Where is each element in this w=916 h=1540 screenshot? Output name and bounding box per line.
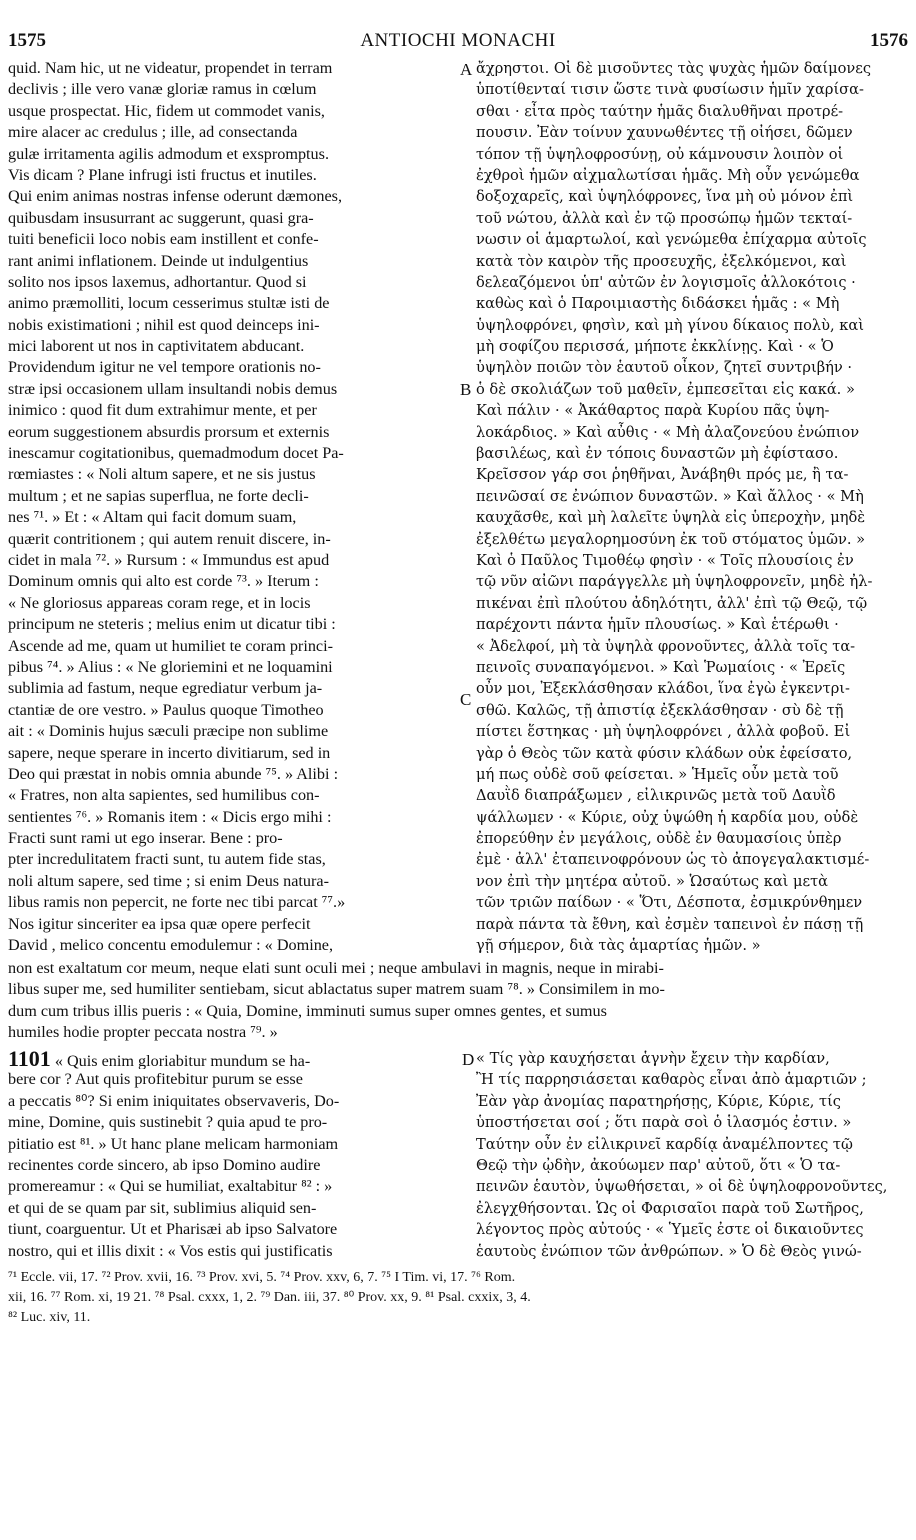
latin-line: solito nos ipsos laxemus, adhortantur. Quod si bbox=[8, 272, 307, 291]
greek-line: μή πως οὐδὲ σοῦ φείσεται. » Ἡμεῖς οὖν μετὰ τοῦ bbox=[476, 765, 839, 783]
greek-line: ἐμὲ · ἀλλ' ἐταπεινοφρόνουν ὡς τὸ ἀπογεγαλακτισμέ- bbox=[476, 851, 870, 869]
greek-line: καθὼς καὶ ὁ Παροιμιαστὴς διδάσκει ἡμᾶς : « Μὴ bbox=[476, 295, 840, 313]
greek-line: Καὶ ὁ Παῦλος Τιμοθέῳ φησὶν · « Τοῖς πλουσίοις ἐν bbox=[476, 551, 854, 569]
latin-line: declivis ; ille vero vanæ gloriæ ramus in cœlum bbox=[8, 80, 317, 99]
latin-line: Deo qui præstat in nobis omnia abunde ⁷⁵. » Alibi : bbox=[8, 764, 339, 783]
latin-column-bottom bbox=[8, 1048, 458, 1262]
latin-bottom-line: recinentes corde sincero, ab ipso Domino audire bbox=[8, 1155, 321, 1174]
greek-line: κατὰ τὸν καιρὸν τῆς προσευχῆς, ἐξελκόμενοι, καὶ bbox=[476, 252, 847, 270]
greek-line: πεινῶσαί σε ἐνώπιον δυναστῶν. » Καὶ ἄλλος · « Μὴ bbox=[476, 487, 864, 505]
latin-line: quærit contritionem ; qui autem renuit discere, in- bbox=[8, 529, 331, 548]
greek-line: πεινοῖς συναπαγόμενοι. » Καὶ Ῥωμαίοις · « Ἐρεῖς bbox=[476, 658, 846, 676]
greek-bottom-line: λέγοντος πρὸς αὐτούς · « Ὑμεῖς ἐστε οἱ δικαιοῦντες bbox=[476, 1221, 864, 1239]
latin-line: multum ; et ne sapias superflua, ne forte decli- bbox=[8, 486, 309, 505]
greek-line: « Ἀδελφοί, μὴ τὰ ὑψηλὰ φρονοῦντες, ἀλλὰ τοῖς τα- bbox=[476, 637, 856, 655]
latin-line: nobis existimationi ; nihil est quod deinceps ini- bbox=[8, 315, 320, 334]
footnote-line: ⁷¹ Eccle. vii, 17. ⁷² Prov. xvii, 16. ⁷³ Prov. xvi, 5. ⁷⁴ Prov. xxv, 6, 7. ⁷⁵ I Tim. vi, 17. ⁷⁶ Rom. bbox=[8, 1270, 516, 1285]
latin-line: ctantiæ de ore vestro. » Paulus quoque Timotheo bbox=[8, 700, 324, 719]
latin-line: cidet in mala ⁷². » Rursum : « Immundus est apud bbox=[8, 550, 330, 569]
latin-line: ait : « Dominis hujus sæculi præcipe non sublime bbox=[8, 722, 329, 741]
full-width-text bbox=[8, 958, 908, 1044]
running-title: ANTIOCHI MONACHI bbox=[360, 30, 556, 51]
greek-line: λοκάρδιος. » Καὶ αὖθις · « Μὴ ἀλαζονεύου ἐνώπιον bbox=[476, 423, 860, 441]
left-column-number: 1575 bbox=[8, 30, 46, 51]
greek-bottom-line: Ἢ τίς παρρησιάσεται καθαρὸς εἶναι ἀπὸ ἁμαρτιῶν ; bbox=[476, 1071, 867, 1089]
greek-line: καυχᾶσθε, καὶ μὴ λαλεῖτε ὑψηλὰ εἰς ὑπεροχὴν, μηδὲ bbox=[476, 509, 866, 527]
latin-line: quibusdam insusurrant ac suggerunt, quasi gra- bbox=[8, 208, 314, 227]
greek-line: βασιλέως, καὶ ἐν τόποις δυναστῶν μὴ ἐφίστασο. bbox=[476, 445, 839, 463]
greek-line: παρὰ πάντα τὰ ἔθνη, καὶ ἐσμὲν ταπεινοὶ ἐν πάσῃ τῇ bbox=[476, 915, 864, 933]
latin-bottom-line: « Quis enim gloriabitur mundum se ha- bbox=[54, 1052, 311, 1070]
latin-line: inescamur cogitationibus, quemadmodum docet Pa- bbox=[8, 444, 344, 463]
greek-line: νον ἐπὶ τὴν μητέρα αὐτοῦ. » Ὡσαύτως καὶ μετὰ bbox=[476, 872, 829, 890]
latin-line: Nos igitur sinceriter ea ipsa quæ opere perfecit bbox=[8, 914, 311, 933]
latin-line: inimico : quod fit dum extrahimur mente, et per bbox=[8, 401, 317, 420]
full-width-line: libus super me, sed humiliter sentiebam, sicut ablactatus super matrem suam ⁷⁸. » Consimilem in mo- bbox=[8, 980, 665, 999]
greek-line: νωσιν οἱ ἁμαρτωλοί, καὶ γενώμεθα ἐπίχαρμα αὐτοῖς bbox=[476, 231, 867, 249]
greek-line: ἐξελθέτω μεγαλορημοσύνη ἐκ τοῦ στόματος ὑμῶν. » bbox=[476, 530, 866, 548]
full-width-line: non est exaltatum cor meum, neque elati sunt oculi mei ; neque ambulavi in magnis, neque in mirabi- bbox=[8, 959, 664, 977]
latin-line: rant animi inflationem. Deinde ut indulgentius bbox=[8, 251, 309, 270]
latin-bottom-line: pitiatio est ⁸¹. » Ut hanc plane melicam harmoniam bbox=[8, 1134, 339, 1153]
latin-bottom-line: tiunt, coarguentur. Ut et Pharisæi ab ipso Salvatore bbox=[8, 1220, 338, 1239]
latin-line: quid. Nam hic, ut ne videatur, propendet in terram bbox=[8, 59, 333, 77]
greek-line: ὑποτίθενταί τισιν ὥστε τινὰ φυσίωσιν ἡμῖν χαρίσα- bbox=[476, 81, 864, 99]
marker-a: A bbox=[460, 60, 473, 79]
latin-bottom-line: nostro, qui et illis dixit : « Vos estis qui justificatis bbox=[8, 1241, 333, 1260]
latin-line: David , melico concentu emodulemur : « Domine, bbox=[8, 936, 334, 955]
latin-line: sapere, neque sperare in incerto divitiarum, sed in bbox=[8, 743, 331, 762]
greek-line: τοῦ νώτου, ἀλλὰ καὶ ἐν τῷ προσώπῳ ἡμῶν τεκταί- bbox=[476, 209, 853, 227]
greek-bottom-line: πεινῶν ἑαυτὸν, ὑψωθήσεται, » οἱ δὲ ὑψηλοφρονοῦντες, bbox=[476, 1178, 888, 1196]
latin-line: noli altum sapere, sed time ; si enim Deus natura- bbox=[8, 871, 329, 890]
latin-line: principum ne steteris ; melius enim ut dicatur tibi : bbox=[8, 615, 336, 634]
greek-line: μὴ σοφίζου περισσά, μήποτε ἐκκλίνῃς. Καὶ · « Ὁ bbox=[476, 338, 834, 356]
latin-line: sublimia ad fastum, neque egrediatur verbum ja- bbox=[8, 679, 323, 698]
latin-bottom-first-line bbox=[8, 1048, 458, 1069]
greek-line: Δαυῒδ διαπράξωμεν , εἰλικρινῶς μετὰ τοῦ Δαυῒδ bbox=[476, 787, 836, 805]
latin-bottom-line: mine, Domine, quis sustinebit ? quia apud te pro- bbox=[8, 1113, 328, 1132]
greek-line: ὑψηλὸν ποιῶν τὸν ἑαυτοῦ οἶκον, ζητεῖ συντριβήν · bbox=[476, 359, 853, 377]
latin-line: pter incredulitatem fracti sunt, tu autem fide stas, bbox=[8, 850, 326, 869]
latin-line: usque prospectat. Hic, fidem ut commodet vanis, bbox=[8, 101, 325, 120]
latin-bottom-line: promereamur : « Qui se humiliat, exaltabitur ⁸² : » bbox=[8, 1177, 333, 1196]
latin-line: « Ne gloriosus appareas coram rege, et in locis bbox=[8, 593, 311, 612]
latin-column-top bbox=[8, 58, 458, 956]
latin-line: Ascende ad me, quam ut humiliet te coram princi- bbox=[8, 636, 333, 655]
right-column-number: 1576 bbox=[870, 30, 908, 51]
latin-line: mire alacer ac credulus ; ille, ad consectanda bbox=[8, 123, 298, 142]
greek-line: οὖν μοι, Ἐξεκλάσθησαν κλάδοι, ἵνα ἐγὼ ἐγκεντρι- bbox=[476, 680, 850, 698]
latin-line: gulæ irritamenta agilis admodum et exspromptus. bbox=[8, 144, 329, 163]
latin-line: « Fratres, non alta sapientes, sed humilibus con- bbox=[8, 786, 320, 805]
greek-line: γὰρ ὁ Θεὸς τῶν κατὰ φύσιν κλάδων οὐκ ἐφείσατο, bbox=[476, 744, 853, 762]
latin-line: Vis dicam ? Plane infrugi isti fructus et inutiles. bbox=[8, 165, 317, 184]
latin-bottom-line: bere cor ? Aut quis profitebitur purum se esse bbox=[8, 1070, 303, 1089]
greek-line: πουσιν. Ἐὰν τοίνυν χαυνωθέντες τῇ οἰήσει, δῶμεν bbox=[476, 124, 853, 142]
greek-line: παρέχοντι πάντα ἡμῖν πλουσίως. » Καὶ ἑτέρωθι · bbox=[476, 616, 839, 634]
greek-bottom-line: « Τίς γὰρ καυχήσεται ἁγνὴν ἔχειν τὴν καρδίαν, bbox=[476, 1050, 830, 1067]
marker-c: C bbox=[460, 690, 472, 709]
greek-line: πικέναι ἐπὶ πλούτου ἀδηλότητι, ἀλλ' ἐπὶ τῷ Θεῷ, τῷ bbox=[476, 594, 868, 612]
greek-line: ἄχρηστοι. Οἱ δὲ μισοῦντες τὰς ψυχὰς ἡμῶν δαίμονες bbox=[476, 60, 872, 77]
greek-bottom-line: ὑποστήσεται σοί ; ὅτι παρὰ σοὶ ὁ ἱλασμός ἐστιν. » bbox=[476, 1114, 852, 1132]
greek-line: ὑψηλοφρόνει, φησὶν, καὶ μὴ γίνου δίκαιος πολὺ, καὶ bbox=[476, 316, 865, 334]
full-width-line: humiles hodie propter peccata nostra ⁷⁹. » bbox=[8, 1023, 278, 1042]
greek-line: σθαι · εἶτα πρὸς ταύτην ἡμᾶς διαλυθῆναι προτρέ- bbox=[476, 102, 844, 120]
latin-line: sentientes ⁷⁶. » Romanis item : « Dicis ergo mihi : bbox=[8, 807, 332, 826]
latin-line: nes ⁷¹. » Et : « Altam qui facit domum suam, bbox=[8, 508, 297, 527]
greek-line: τῶν τριῶν παίδων · « Ὅτι, Δέσποτα, ἐσμικρύνθημεν bbox=[476, 894, 863, 912]
latin-line: mici laborent ut nos in captivitatem abducant. bbox=[8, 337, 305, 356]
latin-line: stræ ipsi occasionem ullam insultandi nobis demus bbox=[8, 379, 338, 398]
greek-line: Κρεῖσσον γάρ σοι ῥηθῆναι, Ἀνάβηθι πρός με, ἢ τα- bbox=[476, 466, 849, 484]
greek-bottom-line: Θεῷ τὴν ᾠδὴν, ἀκούωμεν παρ' αὐτοῦ, ὅτι « Ὁ τα- bbox=[476, 1156, 841, 1174]
latin-line: Dominum omnis qui alto est corde ⁷³. » Iterum : bbox=[8, 572, 319, 591]
greek-bottom-line: Ταύτην οὖν ἐν εἰλικρινεῖ καρδίᾳ ἀναμέλποντες τῷ bbox=[476, 1135, 853, 1153]
greek-line: δοξοχαρεῖς, καὶ ὑψηλόφρονες, ἵνα μὴ οὐ μόνον ἐπὶ bbox=[476, 188, 854, 206]
greek-column-bottom bbox=[476, 1048, 908, 1262]
greek-bottom-line: Ἐὰν γὰρ ἀνομίας παρατηρήσῃς, Κύριε, Κύριε, τίς bbox=[476, 1092, 841, 1110]
latin-line: eorum suggestionem absurdis prorsum et externis bbox=[8, 422, 330, 441]
greek-line: τόπον τῇ ὑψηλοφροσύνῃ, οὐ κάμνουσιν λοιπὸν οἱ bbox=[476, 145, 844, 163]
latin-bottom-line: a peccatis ⁸⁰? Si enim iniquitates observaveris, Do- bbox=[8, 1091, 340, 1110]
greek-line: ὁ δὲ σκολιάζων τοῦ μαθεῖν, ἐμπεσεῖται εἰς κακά. » bbox=[476, 380, 855, 398]
greek-line: τῷ νῦν αἰῶνι παράγγελλε μὴ ὑψηλοφρονεῖν, μηδὲ ἠλ- bbox=[476, 573, 873, 591]
marker-b: B bbox=[460, 380, 472, 399]
section-number: 1101 bbox=[8, 1048, 51, 1070]
greek-line: σθῶ. Καλῶς, τῇ ἀπιστίᾳ ἐξεκλάσθησαν · σὺ δὲ τῇ bbox=[476, 701, 844, 719]
latin-line: pibus ⁷⁴. » Alius : « Ne gloriemini et ne loquamini bbox=[8, 657, 333, 676]
latin-line: animo præmolliti, locum cesserimus stultæ isti de bbox=[8, 294, 330, 313]
latin-line: libus ramis non pepercit, ne forte nec tibi parcat ⁷⁷.» bbox=[8, 893, 346, 912]
footnotes bbox=[8, 1268, 908, 1328]
marker-d: D bbox=[462, 1050, 475, 1069]
greek-line: δελεαζόμενοι ὑπ' αὐτῶν ἐν λογισμοῖς ἀλλοκότοις · bbox=[476, 273, 856, 291]
greek-bottom-line: ἐλεγχθήσονται. Ὡς οἱ Φαρισαῖοι παρὰ τοῦ Σωτῆρος, bbox=[476, 1199, 864, 1217]
greek-line: Καὶ πάλιν · « Ἀκάθαρτος παρὰ Κυρίου πᾶς ὑψη- bbox=[476, 402, 830, 420]
latin-line: tuiti beneficii loco nobis eam instillent et confe- bbox=[8, 230, 319, 249]
latin-bottom-line: et qui de se quam par sit, sublimius aliquid sen- bbox=[8, 1198, 317, 1217]
latin-line: Fracti sunt rami ut ego inserar. Bene : pro- bbox=[8, 829, 283, 848]
greek-column-top bbox=[476, 58, 908, 956]
greek-line: ψάλλωμεν · « Κύριε, οὐχ ὑψώθη ἡ καρδία μου, οὐδὲ bbox=[476, 808, 859, 826]
greek-bottom-line: ἑαυτοὺς ἐνώπιον τῶν ἀνθρώπων. » Ὁ δὲ Θεὸς γινώ- bbox=[476, 1242, 862, 1260]
greek-line: γῇ σήμερον, διὰ τὰς ἁμαρτίας ἡμῶν. » bbox=[476, 937, 761, 955]
greek-line: πίστει ἕστηκας · μὴ ὑψηλοφρόνει , ἀλλὰ φοβοῦ. Εἰ bbox=[476, 723, 851, 741]
greek-line: ἐχθροὶ ἡμῶν αἰχμαλωτίσαι ἡμᾶς. Μὴ οὖν γενώμεθα bbox=[476, 166, 860, 184]
running-header bbox=[8, 30, 908, 56]
latin-line: rœmiastes : « Noli altum sapere, et ne sis justus bbox=[8, 465, 316, 484]
page bbox=[8, 30, 908, 1530]
latin-line: Qui enim animas nostras infense oderunt dæmones, bbox=[8, 187, 343, 206]
footnote-line: ⁸² Luc. xiv, 11. bbox=[8, 1310, 91, 1325]
footnote-line: xii, 16. ⁷⁷ Rom. xi, 19 21. ⁷⁸ Psal. cxxx, 1, 2. ⁷⁹ Dan. iii, 37. ⁸⁰ Prov. xx, 9. ⁸¹ Psal. cxxix, 3, 4. bbox=[8, 1290, 531, 1305]
greek-line: ἐπορεύθην ἐν μεγάλοις, οὐδὲ ἐν θαυμασίοις ὑπὲρ bbox=[476, 830, 842, 848]
full-width-line: dum cum tribus illis pueris : « Quia, Domine, imminuti sumus super omnes gentes, et sumus bbox=[8, 1001, 607, 1020]
latin-line: Providendum igitur ne vel tempore orationis no- bbox=[8, 358, 321, 377]
